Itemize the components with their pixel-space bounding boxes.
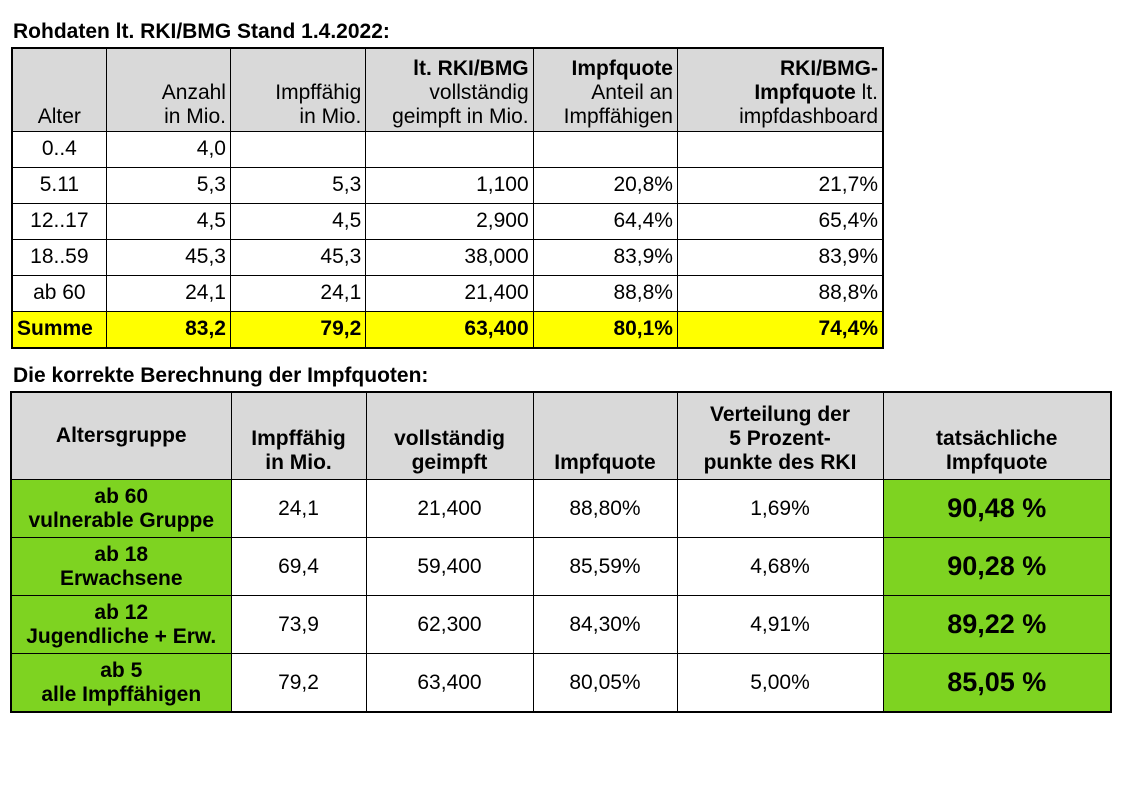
cell-impfquote: 80,05% xyxy=(533,654,677,713)
cell-impffaehig xyxy=(230,131,365,167)
cell-impffaehig: 5,3 xyxy=(230,167,365,203)
header-tatsaechliche-impfquote: tatsächliche Impfquote xyxy=(883,392,1111,480)
cell-rki-impfquote xyxy=(677,131,883,167)
header-impffaehig: Impffähig in Mio. xyxy=(230,48,365,131)
cell-rki-impfquote: 83,9% xyxy=(677,239,883,275)
cell-vollstaendig: 62,300 xyxy=(366,596,533,654)
cell-sum-impfquote: 80,1% xyxy=(533,311,677,348)
table-row xyxy=(12,239,883,275)
cell-vollstaendig: 63,400 xyxy=(366,654,533,713)
cell-impffaehig: 45,3 xyxy=(230,239,365,275)
cell-verteilung: 5,00% xyxy=(677,654,883,713)
table-row xyxy=(12,131,883,167)
cell-anzahl: 24,1 xyxy=(106,275,230,311)
header-verteilung: Verteilung der 5 Prozent- punkte des RKI xyxy=(677,392,883,480)
cell-impfquote: 88,8% xyxy=(533,275,677,311)
header-altersgruppe: Altersgruppe xyxy=(11,392,231,480)
cell-anzahl: 4,0 xyxy=(106,131,230,167)
cell-impfquote: 84,30% xyxy=(533,596,677,654)
raw-data-title: Rohdaten lt. RKI/BMG Stand 1.4.2022: xyxy=(13,20,390,43)
cell-vollstaendig: 38,000 xyxy=(366,239,533,275)
cell-vollstaendig: 21,400 xyxy=(366,480,533,538)
cell-tatsaechliche-impfquote: 90,28 % xyxy=(883,538,1111,596)
cell-alter: 0..4 xyxy=(12,131,106,167)
header-anzahl: Anzahl in Mio. xyxy=(106,48,230,131)
cell-impfquote: 64,4% xyxy=(533,203,677,239)
cell-impffaehig: 69,4 xyxy=(231,538,366,596)
cell-impffaehig: 79,2 xyxy=(231,654,366,713)
header-alter: Alter xyxy=(12,48,106,131)
cell-rki-impfquote: 88,8% xyxy=(677,275,883,311)
cell-altersgruppe: ab 60 vulnerable Gruppe xyxy=(11,480,231,538)
cell-altersgruppe: ab 18 Erwachsene xyxy=(11,538,231,596)
cell-tatsaechliche-impfquote: 85,05 % xyxy=(883,654,1111,713)
calculation-table xyxy=(10,391,1112,713)
cell-alter: 12..17 xyxy=(12,203,106,239)
cell-verteilung: 4,68% xyxy=(677,538,883,596)
cell-alter: ab 60 xyxy=(12,275,106,311)
cell-rki-impfquote: 21,7% xyxy=(677,167,883,203)
cell-impffaehig: 73,9 xyxy=(231,596,366,654)
header-impfquote: Impfquote xyxy=(533,392,677,480)
raw-data-table xyxy=(11,47,884,349)
cell-vollstaendig: 1,100 xyxy=(366,167,533,203)
table-row xyxy=(11,480,1111,538)
cell-verteilung: 1,69% xyxy=(677,480,883,538)
cell-impffaehig: 24,1 xyxy=(231,480,366,538)
header-impfquote: Impfquote Anteil an Impffähigen xyxy=(533,48,677,131)
cell-sum-anzahl: 83,2 xyxy=(106,311,230,348)
cell-impffaehig: 24,1 xyxy=(230,275,365,311)
cell-anzahl: 5,3 xyxy=(106,167,230,203)
cell-impfquote xyxy=(533,131,677,167)
table-row xyxy=(11,596,1111,654)
table-row xyxy=(11,538,1111,596)
calc-header-row xyxy=(11,392,1111,480)
cell-alter: 18..59 xyxy=(12,239,106,275)
raw-header-row xyxy=(12,48,883,131)
cell-anzahl: 45,3 xyxy=(106,239,230,275)
cell-rki-impfquote: 65,4% xyxy=(677,203,883,239)
header-vollstaendig: lt. RKI/BMG vollständig geimpft in Mio. xyxy=(366,48,533,131)
cell-impffaehig: 4,5 xyxy=(230,203,365,239)
header-vollstaendig: vollständig geimpft xyxy=(366,392,533,480)
cell-verteilung: 4,91% xyxy=(677,596,883,654)
cell-impfquote: 83,9% xyxy=(533,239,677,275)
cell-sum-vollstaendig: 63,400 xyxy=(366,311,533,348)
cell-anzahl: 4,5 xyxy=(106,203,230,239)
cell-vollstaendig: 2,900 xyxy=(366,203,533,239)
calculation-title: Die korrekte Berechnung der Impfquoten: xyxy=(13,364,429,387)
table-row xyxy=(12,275,883,311)
cell-impfquote: 88,80% xyxy=(533,480,677,538)
cell-impfquote: 85,59% xyxy=(533,538,677,596)
cell-altersgruppe: ab 5 alle Impffähigen xyxy=(11,654,231,713)
cell-vollstaendig xyxy=(366,131,533,167)
table-row xyxy=(12,203,883,239)
table-row xyxy=(11,654,1111,713)
cell-vollstaendig: 59,400 xyxy=(366,538,533,596)
header-rki-impfquote: RKI/BMG- Impfquote lt. impfdashboard xyxy=(677,48,883,131)
cell-sum-impffaehig: 79,2 xyxy=(230,311,365,348)
cell-altersgruppe: ab 12 Jugendliche + Erw. xyxy=(11,596,231,654)
sum-row xyxy=(12,311,883,348)
cell-tatsaechliche-impfquote: 89,22 % xyxy=(883,596,1111,654)
cell-impfquote: 20,8% xyxy=(533,167,677,203)
cell-tatsaechliche-impfquote: 90,48 % xyxy=(883,480,1111,538)
header-impffaehig: Impffähig in Mio. xyxy=(231,392,366,480)
cell-vollstaendig: 21,400 xyxy=(366,275,533,311)
cell-sum-label: Summe xyxy=(12,311,106,348)
table-row xyxy=(12,167,883,203)
cell-alter: 5.11 xyxy=(12,167,106,203)
cell-sum-rki-impfquote: 74,4% xyxy=(677,311,883,348)
